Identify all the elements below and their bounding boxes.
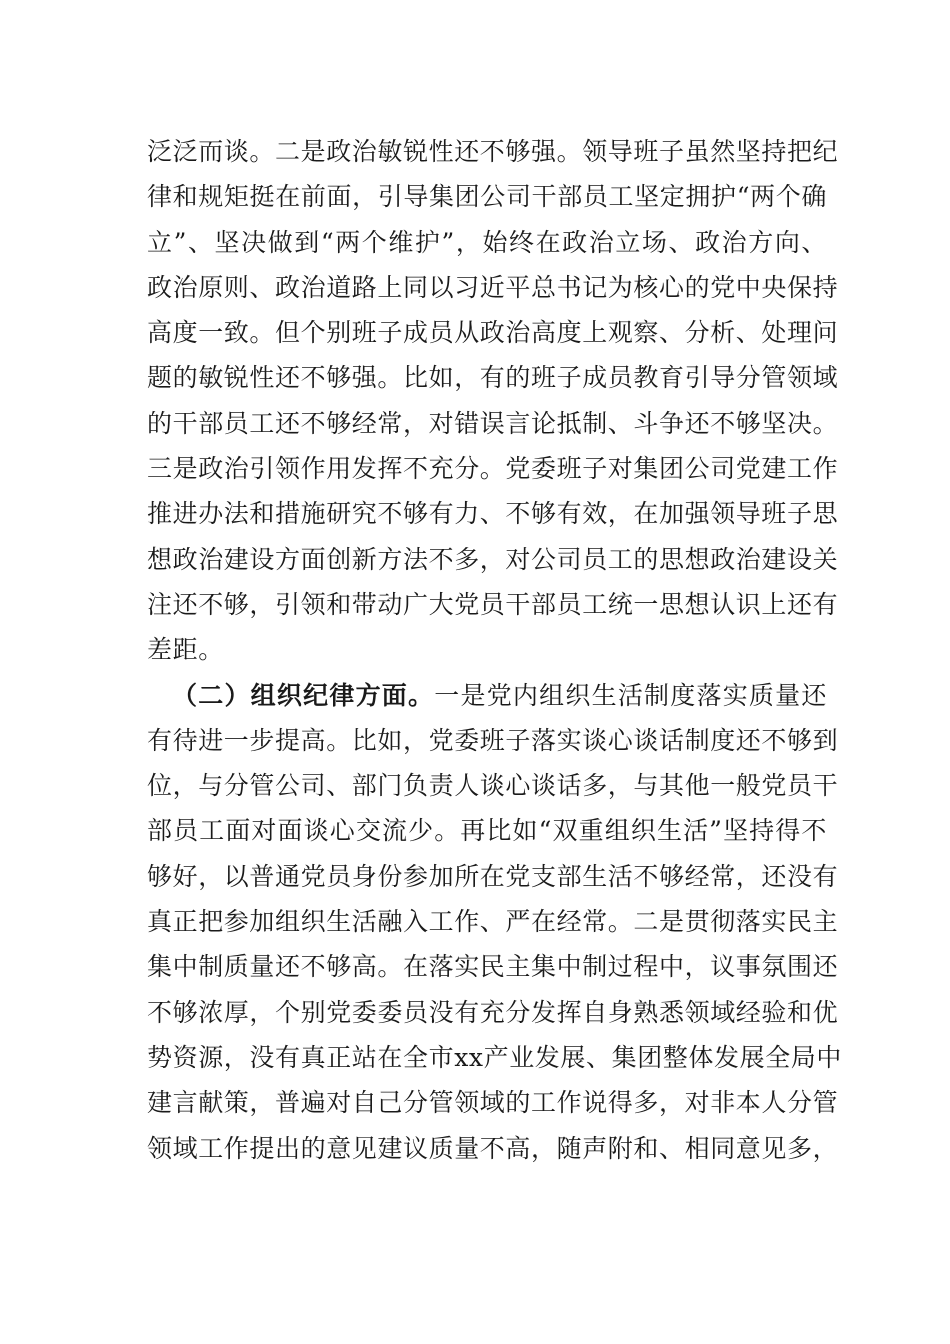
text-line: 势资源，没有真正站在全市xx产业发展、集团整体发展全局中 — [147, 1042, 843, 1072]
text-line: 领域工作提出的意见建议质量不高，随声附和、相同意见多， — [147, 1133, 839, 1163]
text-line: 律和规矩挺在前面，引导集团公司干部员工坚定拥护“两个确 — [147, 182, 827, 212]
text-line: 的干部员工还不够经常，对错误言论抵制、斗争还不够坚决。 — [147, 408, 839, 438]
paragraph-2 — [147, 673, 843, 1171]
text-line: 立”、坚决做到“两个维护”，始终在政治立场、政治方向、 — [147, 227, 827, 257]
text-line: 高度一致。但个别班子成员从政治高度上观察、分析、处理问 — [147, 318, 839, 348]
text-line: 位，与分管公司、部门负责人谈心谈话多，与其他一般党员干 — [147, 771, 839, 801]
text-line: 建言献策，普遍对自己分管领域的工作说得多，对非本人分管 — [147, 1088, 839, 1118]
text-line: 差距。 — [147, 635, 224, 665]
text-fragment: 一是党内组织生活制度落实质量还 — [434, 680, 827, 710]
section-heading: （二）组织纪律方面。 — [172, 680, 435, 710]
text-line: 三是政治引领作用发挥不充分。党委班子对集团公司党建工作 — [147, 454, 839, 484]
text-line: 题的敏锐性还不够强。比如，有的班子成员教育引导分管领域 — [147, 363, 839, 393]
document-body — [147, 129, 843, 1171]
text-line: 政治原则、政治道路上同以习近平总书记为核心的党中央保持 — [147, 272, 839, 302]
text-line: 够好，以普通党员身份参加所在党支部生活不够经常，还没有 — [147, 861, 839, 891]
text-line: 不够浓厚，个别党委委员没有充分发挥自身熟悉领域经验和优 — [147, 997, 839, 1027]
text-line: 有待进一步提高。比如，党委班子落实谈心谈话制度还不够到 — [147, 725, 839, 755]
text-line: 集中制质量还不够高。在落实民主集中制过程中，议事氛围还 — [147, 952, 839, 982]
text-line: 推进办法和措施研究不够有力、不够有效，在加强领导班子思 — [147, 499, 839, 529]
text-line-first — [147, 673, 827, 718]
text-line: 部员工面对面谈心交流少。再比如“双重组织生活”坚持得不 — [147, 816, 827, 846]
text-line: 想政治建设方面创新方法不多，对公司员工的思想政治建设关 — [147, 544, 839, 574]
text-line: 真正把参加组织生活融入工作、严在经常。二是贯彻落实民主 — [147, 907, 839, 937]
text-line: 注还不够，引领和带动广大党员干部员工统一思想认识上还有 — [147, 589, 839, 619]
paragraph-1 — [147, 129, 839, 673]
text-line: 泛泛而谈。二是政治敏锐性还不够强。领导班子虽然坚持把纪 — [147, 137, 839, 166]
